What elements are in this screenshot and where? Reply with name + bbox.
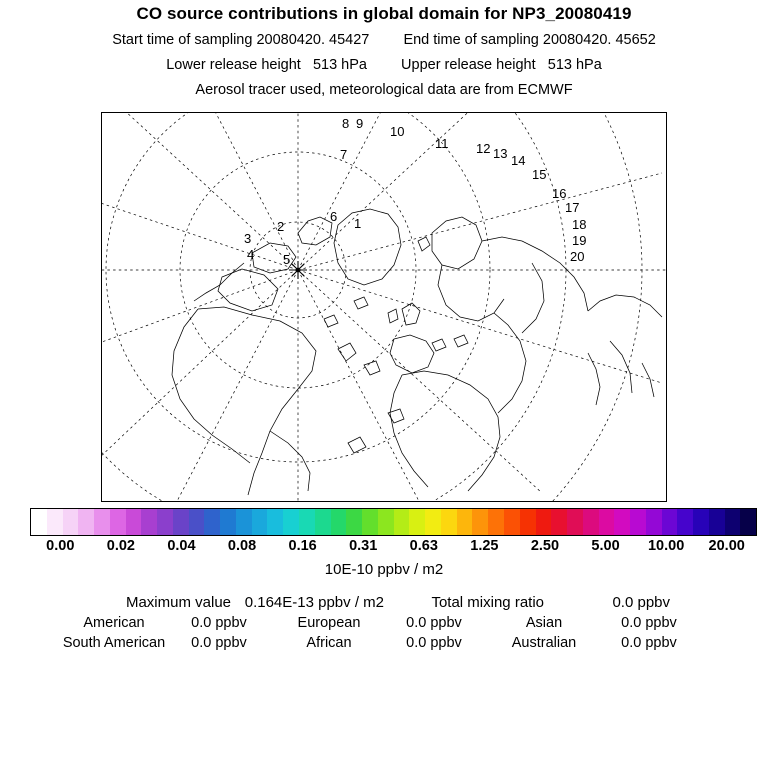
- colorbar-swatch: [94, 509, 110, 535]
- colorbar-swatch: [409, 509, 425, 535]
- colorbar-tick-label: 0.04: [167, 538, 196, 554]
- station-number-label: 13: [493, 146, 508, 161]
- colorbar-tick-label: 20.00: [708, 538, 745, 554]
- colorbar-swatch: [646, 509, 662, 535]
- colorbar-tick-label: 0.16: [288, 538, 317, 554]
- station-number-label: 5: [283, 252, 291, 267]
- start-time-value: 20080420. 45427: [256, 32, 370, 48]
- colorbar-tick-label: 0.02: [106, 538, 135, 554]
- colorbar-swatch: [315, 509, 331, 535]
- colorbar-swatch: [31, 509, 47, 535]
- colorbar-swatch: [141, 509, 157, 535]
- colorbar-swatch: [236, 509, 252, 535]
- region-african-value: 0.0 ppbv: [406, 635, 462, 651]
- map-svg: [102, 113, 666, 501]
- total-mixing-ratio-cell: [384, 594, 684, 611]
- colorbar-swatch: [189, 509, 205, 535]
- colorbar-swatch: [78, 509, 94, 535]
- colorbar-swatch: [457, 509, 473, 535]
- colorbar-unit-label: 10E-10 ppbv / m2: [324, 561, 444, 578]
- colorbar-swatch: [551, 509, 567, 535]
- colorbar-swatch: [536, 509, 552, 535]
- colorbar-swatch: [725, 509, 741, 535]
- colorbar-swatch: [583, 509, 599, 535]
- release-height-line: [0, 57, 768, 73]
- start-time-label: Start time of sampling: [112, 32, 253, 48]
- colorbar-swatch: [614, 509, 630, 535]
- region-european-label: European: [297, 615, 361, 631]
- colorbar-tick-label: 10.00: [647, 538, 685, 554]
- colorbar-tick-label: 0.31: [349, 538, 378, 554]
- station-number-label: 18: [572, 217, 587, 232]
- region-south-american-value: 0.0 ppbv: [191, 635, 247, 651]
- total-mixing-ratio-label: Total mixing ratio: [431, 594, 544, 611]
- colorbar-swatch: [346, 509, 362, 535]
- colorbar-swatch: [709, 509, 725, 535]
- colorbar-swatch: [267, 509, 283, 535]
- tracer-note: Aerosol tracer used, meteorological data are from ECMWF: [195, 82, 573, 98]
- station-number-label: 11: [435, 136, 449, 151]
- colorbar-swatch: [662, 509, 678, 535]
- maximum-value-value: 0.164E-13 ppbv / m2: [244, 594, 384, 611]
- station-number-label: 6: [330, 209, 338, 224]
- region-american: [62, 615, 277, 631]
- colorbar-tick-labels: [0, 538, 768, 556]
- station-number-label: 2: [277, 219, 285, 234]
- region-european-value: 0.0 ppbv: [406, 615, 462, 631]
- region-african: [277, 635, 492, 651]
- region-australian-label: Australian: [511, 635, 577, 651]
- region-asian-label: Asian: [525, 615, 563, 631]
- region-european: [277, 615, 492, 631]
- stats-row-total: [0, 594, 768, 611]
- region-african-label: African: [306, 635, 352, 651]
- colorbar-swatch: [441, 509, 457, 535]
- colorbar-swatch: [472, 509, 488, 535]
- colorbar-swatch: [504, 509, 520, 535]
- colorbar-tick-label: 0.00: [46, 538, 75, 554]
- colorbar-tick-label: 0.08: [227, 538, 257, 554]
- end-time-value: 20080420. 45652: [542, 32, 656, 48]
- colorbar-tick-label: 2.50: [530, 538, 560, 554]
- colorbar-swatch: [740, 509, 756, 535]
- region-australian-value: 0.0 ppbv: [621, 635, 677, 651]
- colorbar-swatch: [693, 509, 709, 535]
- region-american-value: 0.0 ppbv: [191, 615, 247, 631]
- statistics-block: [0, 594, 768, 655]
- colorbar-swatch: [299, 509, 315, 535]
- region-asian: [492, 615, 707, 631]
- colorbar-swatch: [362, 509, 378, 535]
- colorbar-swatch: [599, 509, 615, 535]
- colorbar-swatch: [425, 509, 441, 535]
- region-asian-value: 0.0 ppbv: [621, 615, 677, 631]
- station-number-label: 20: [570, 249, 585, 264]
- station-number-label: 17: [565, 200, 580, 215]
- station-number-label: 8: [342, 116, 350, 131]
- station-number-label: 12: [476, 141, 491, 156]
- colorbar: [30, 508, 757, 536]
- lower-release-label: Lower release height: [166, 57, 301, 73]
- colorbar-swatch: [157, 509, 173, 535]
- colorbar-swatch: [110, 509, 126, 535]
- station-number-label: 14: [511, 153, 526, 168]
- station-number-label: 16: [552, 186, 567, 201]
- upper-release-label: Upper release height: [401, 57, 536, 73]
- maximum-value-cell: [84, 594, 384, 611]
- page-title: CO source contributions in global domain for NP3_20080419: [136, 4, 632, 23]
- colorbar-swatch: [173, 509, 189, 535]
- colorbar-swatch: [252, 509, 268, 535]
- colorbar-swatch: [488, 509, 504, 535]
- station-number-label: 10: [390, 124, 405, 139]
- release-site-star: [289, 261, 307, 279]
- maximum-value-label: Maximum value: [125, 594, 231, 611]
- colorbar-swatch: [567, 509, 583, 535]
- colorbar-tick-label: 0.63: [409, 538, 438, 554]
- colorbar-swatch: [126, 509, 142, 535]
- region-south-american: [62, 635, 277, 651]
- station-number-label: 19: [572, 233, 587, 248]
- colorbar-swatch: [220, 509, 236, 535]
- lower-release-value: 513 hPa: [312, 57, 367, 73]
- upper-release-value: 513 hPa: [547, 57, 602, 73]
- station-number-label: 3: [244, 231, 252, 246]
- colorbar-swatch: [394, 509, 410, 535]
- map-plot-area: [101, 112, 667, 502]
- station-number-label: 9: [356, 116, 364, 131]
- stats-row-1: [0, 615, 768, 631]
- latitude-circles: [102, 113, 642, 501]
- region-american-label: American: [83, 615, 145, 631]
- colorbar-swatch: [283, 509, 299, 535]
- colorbar-swatch: [378, 509, 394, 535]
- station-number-label: 15: [532, 167, 547, 182]
- colorbar-tick-label: 5.00: [591, 538, 620, 554]
- sampling-time-line: [0, 32, 768, 48]
- total-mixing-ratio-value: 0.0 ppbv: [612, 594, 670, 611]
- colorbar-tick-label: 1.25: [470, 538, 499, 554]
- meridian-lines: [102, 113, 666, 501]
- colorbar-swatch: [47, 509, 63, 535]
- colorbar-swatch: [204, 509, 220, 535]
- end-time-label: End time of sampling: [403, 32, 539, 48]
- colorbar-swatch: [630, 509, 646, 535]
- station-number-label: 7: [340, 147, 348, 162]
- colorbar-swatch: [331, 509, 347, 535]
- colorbar-swatch: [520, 509, 536, 535]
- station-number-label: 4: [247, 247, 255, 262]
- stats-row-2: [0, 635, 768, 651]
- region-south-american-label: South American: [62, 635, 166, 651]
- colorbar-swatch: [63, 509, 79, 535]
- coastlines: [172, 209, 662, 495]
- station-number-label: 1: [354, 216, 362, 231]
- region-australian: [492, 635, 707, 651]
- colorbar-swatch: [677, 509, 693, 535]
